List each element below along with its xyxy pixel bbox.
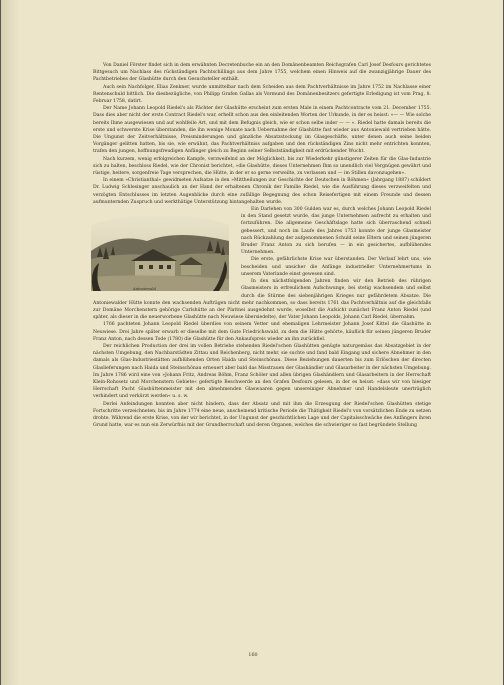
page-number: 160: [248, 653, 258, 658]
paragraph: Nach kurzem, wenig erfolgreichen Kampfe, verzweifelnd an der Möglichkeit, bis zur Wiederkehr günstigerer Zeiten für die Glas-Industrie sich zu halten, beschloss Riedel, wie der Chronist berichtet, »die Glashütte, dieses Unternehmen Ihm so unendlich viel Vergnügen gewährt und rüstige, heitere, sorgenfreie Tage versprechen, die Hütte, in der er so gerne verweilte, zu verlassen und — im Stillen davonzugehen«.: [93, 156, 431, 177]
paragraph: In den nächstfolgenden Jahren finden wir den Betrieb des rührigen Glasmeisters in erfreulichem Aufschwunge, bei stetig wachsendem und selbst durch die Stürme des siebenjährigen Krieges nur gefährdetem Absatze. Die Antoniewalder Hütte konnte den wachsenden Aufträgen nicht mehr nachkommen, so dass bereits 1761 das Pachtverhältnis auf die gleichfalls zur Domäne Morchenstern gehörige Carlshütte an der Plattnei ausgedehnt wurde, woselbst die Aufsicht zunächst Franz Anton Riedel (und später, als dieser in die neuerworbene Glashütte nach Neuwiese übersiedelte), der Vater Johann Leopolds, Johann Carl Riedel, übernahm.: [93, 279, 431, 321]
paragraph: Von Daniel Förster findet sich in dem erwähnten Decretenbuche ein an den Domänenbeamten Reichsgrafen Carl Josef Desfours gerichtetes Bittgesuch um Nachlass des rückständigen Pachtschillings aus dem Jahre 1755, welchem einen Hinweis auf die zwanzigjährige Dauer des Pachtbetriebes der Glashütte durch den Gesuchsteller enthält.: [93, 63, 431, 83]
antoniewald-illustration: [87, 211, 233, 297]
paragraph: In einem »Christianthal« gewidmeten Aufsatze in den »Mittheilungen zur Geschichte der Deutschen in Böhmen« (Jahrgang 1887) schildert Dr. Ludwig Schlesinger anschaulich an der Hand der erhaltenen Chronik der Familie Riedel, wie die Ausführung dieses verzweifelten und verzögten Entschlusses im letzten Augenblicke durch eine zufällige Begegnung des schon Reisefertigen mit einem Freunde und dessen aufmunternden Zuspruch und werkthätige Unterstützung hintangehalten wurde.: [93, 178, 431, 205]
paragraph: Ein Darlehen von 300 Gulden war es, durch welches Johann Leopold Riedel in den Stand gesetzt wurde, das junge Unternehmen aufrecht zu erhalten und fortzuführen. Die allgemeine Geschäftslage hatte sich überraschend schnell gebessert, und noch im Laufe des Jahres 1753 konnte der junge Glasmeister nach Rückzahlung der aufgenommenen Schuld seine Eltern und seinen jüngeren Bruder Franz Anton zu sich berufen — in ein gesichertes, aufblühendes Unternehmen.: [241, 207, 431, 256]
paragraph: Der Name Johann Leopold Riedel's als Pächter der Glashütte erscheint zum ersten Male in einem Pachtcontracte vom 21. December 1755. Dass dies aber nicht der erste Contract Riedel's war, erhellt schon aus den einleitenden Worten der Urkunde, in der es heisst: »— — Wie solche bereits Ihme ausgewiesen und auf wohlfeile Art, und mit dem Befugnis gleich, wie er schon selbe inder — — «. Riedel hatte damals bereits die erste und schwerste Krise überstanden, die ihn wenige Monate nach Uebernahme der Glashütte fast wieder aus Antoniewald vertrieben hätte. Die Ungunst der Zeitverhältnisse, Preisminderungen und gänzliche Absatzstockung im Glasgeschäfte, unter denen auch seine beiden Vorgänger gelitten hatten, bis sie, wie erwähnt, das Pachtverhältniss aufgaben und den rückständigen Zins nicht mehr entrichten konnten, trafen den jungen, hoffnungsfreudigen Anfänger gleich zu Beginn seiner Selbstständigkeit mit erdrückender Wucht.: [93, 106, 431, 155]
paragraph: Die erste, gefährlichste Krise war überstanden. Der Verlauf lehrt uns, wie bescheiden und unsicher die Anfänge industrieller Unternehmertums in unserem Vaterlande einst gewesen sind.: [241, 257, 431, 277]
paragraph: 1766 pachteten Johann Leopold Riedel überdies von seinem Vetter und ehemaligen Lehrmeister Johann Josef Kittel die Glashütte in Neuwiese. Drei Jahre später erwarb er dieselbe mit dem Gute Friedrichswald, zu dem die Hütte gehörte, käuflich für seinen jüngeren Bruder Franz Anton, nach dessen Tode (1780) die Glashütte für den Ankaufspreis wieder an ihn zurückfiel.: [93, 322, 431, 342]
page: [1, 0, 503, 685]
image-caption: Antoniewald: [133, 286, 156, 291]
page-shadow: [1, 0, 19, 685]
body-text: [93, 62, 431, 429]
paragraph: Der reichlichen Production der drei im vollen Betriebe stehenden Riedel'schen Glashütten genügte naturgemäss das Absatzgebiet in der nächsten Umgebung, den Nachbarstädten Zittau und Reichenberg, nicht mehr, sie suchte und fand bald Eingang und sichere Abnehmer in den damals als Glas-Industriestätten aufblühenden Orten Haida und Steinschönau. Diese Beziehungen dauerten bis zum Erlöschen der directen Glaslieferungen nach Haida und Steinschönau erneuert aber bald das Misstrauen der Glashändler und Glasarbeiter in der nächsten Umgebung. Im Jahre 1786 wird eine von »Johann Fritz, Andreas Böhm, Franz Schöler und allen übrigen Glashändlern und Glasarbeitern in der Herrschaft Klein-Rohosetz und Morchenstern Gebiete« gefertigte Beschwerde an den Grafen Desfours gelesen, in der es heisst: »dass wir von hiesiger Herrschaft Pacht Glashüttenmeister mit den abnehmenden Glaswaaren gegen unsereiniger Abnehmer und Handelsleute unerträglich verhindert und verkürzt werden« u. s. w.: [93, 343, 431, 400]
paragraph: Derlei Anfeindungen konnten aber nicht hindern, dass der Absatz und mit ihm die Erzeugung der Riedel'schen Glashütten stetige Fortschritte verzeichneten, bis im Jahre 1774 eine neue, anscheinend kritische Periode die Thätigkeit Riedel's von vorsätzlichen Ende zu setzen drohte. Während die erste Krise, von der wir berichtet, in der Ungunst der geschichtlichen Lage und der Capitalsschwäche des Anfängers ihren Grund hatte, war es nun ein Zerwürfnis mit der Grundherrschaft und deren Organen, welches die schwieriger so fast begründete Stellung: [93, 401, 431, 429]
landscape-picture: [87, 211, 233, 297]
paragraph: Auch sein Nachfolger, Elias Zenkner, wurde unmittelbar nach dem Scheiden aus dem Pachtverhältnisse im Jahre 1752 im Nachlasse einer Rentenschuld bittlich. Die diesbezügliche, von Philipp Grafen Gallas als Vormund des Domänenbesitzers gefertigte Erledigung ist vom Prag, 8. Februar 1758, datirt.: [93, 84, 431, 105]
